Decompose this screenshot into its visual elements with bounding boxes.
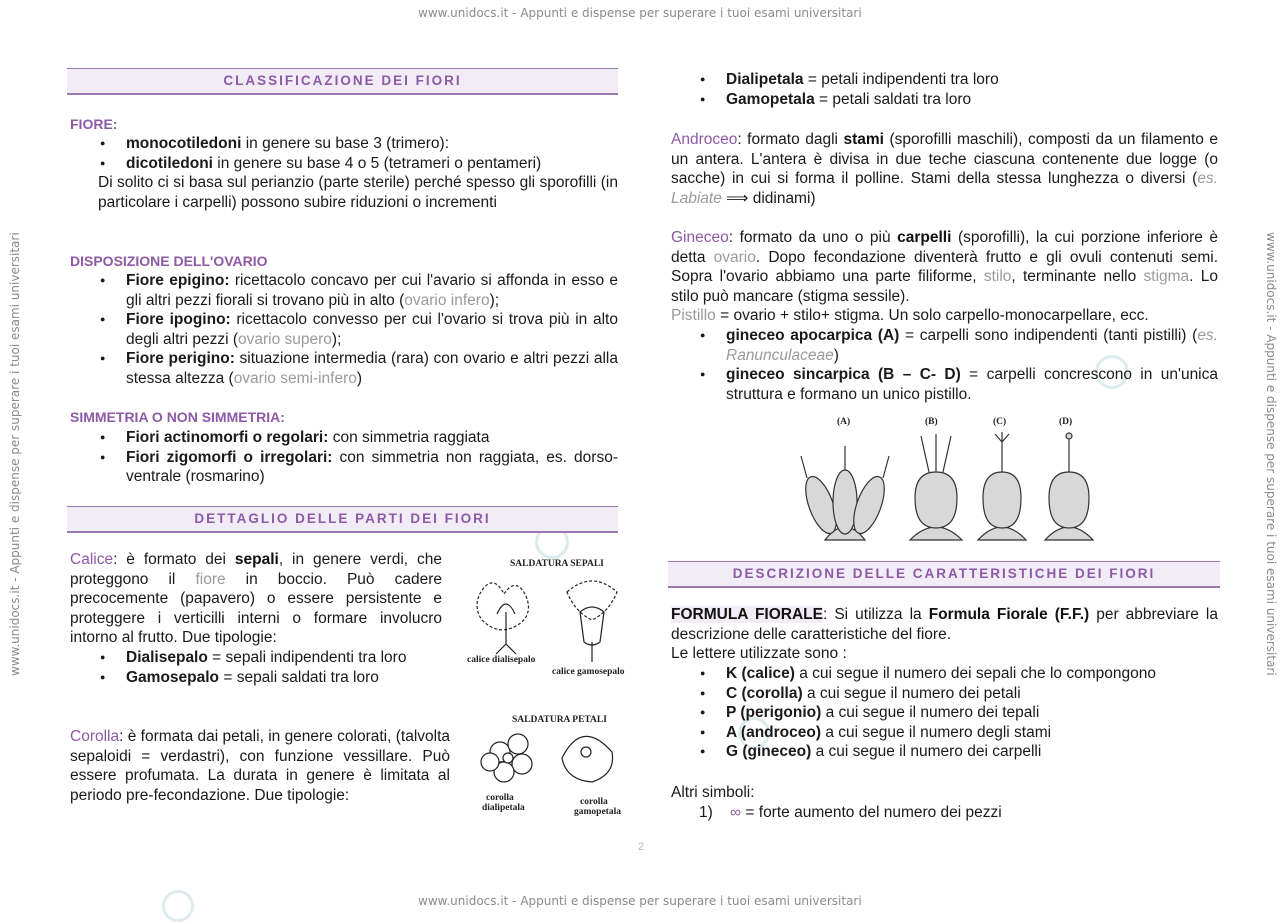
list-item: ● K (calice) a cui segue il numero dei sepali che lo compongono — [670, 664, 1218, 684]
list-item: ● A (androceo) a cui segue il numero degli stami — [670, 723, 1218, 743]
list-item: ● G (gineceo) a cui segue il numero dei carpelli — [670, 742, 1218, 762]
sepali-figure — [462, 552, 637, 682]
sepali-cap-2: calice gamosepalo — [552, 667, 625, 677]
section-header-descrizione: DESCRIZIONE DELLE CARATTERISTICHE DEI FIORI — [668, 561, 1220, 588]
list-item: ● gineceo sincarpica (B – C- D) = carpelli concrescono in un'unica struttura e formano un unico pistillo. — [670, 365, 1218, 404]
list-item: ● gineceo apocarpica (A) = carpelli sono indipendenti (tanti pistilli) (es. Ranunculaceae) — [670, 326, 1218, 365]
pistilli-label-b: (B) — [925, 417, 938, 427]
watermark-top: www.unidocs.it - Appunti e dispense per superare i tuoi esami universitari — [418, 6, 862, 20]
formula-list — [670, 664, 1218, 762]
pistilli-label-d: (D) — [1059, 417, 1073, 427]
section-header-dettaglio: DETTAGLIO DELLE PARTI DEI FIORI — [67, 506, 618, 533]
fiore-list — [70, 134, 618, 173]
altri-simboli-label: Altri simboli: — [671, 784, 755, 801]
petali-figure — [470, 710, 630, 820]
list-item: ● Dialipetala = petali indipendenti tra loro — [670, 70, 1218, 90]
list-item: ● Fiori zigomorfi o irregolari: con simmetria non raggiata, es. dorso-ventrale (rosmarino) — [70, 448, 618, 487]
list-item: ● Fiore epigino: ricettacolo concavo per cui l'avario si affonda in esso e gli altri pezzi fiorali si trovano più in alto (ovario infero); — [70, 271, 618, 310]
symbol-item: 1) ∞ = forte aumento del numero dei pezzi — [699, 804, 1002, 821]
watermark-bottom: www.unidocs.it - Appunti e dispense per superare i tuoi esami universitari — [418, 894, 862, 908]
simmetria-list — [70, 428, 618, 487]
ovario-heading: DISPOSIZIONE DELL'OVARIO — [70, 253, 268, 269]
ovario-list — [70, 271, 618, 389]
calice-list — [70, 648, 442, 687]
petali-cap-2b: gamopetala — [574, 807, 621, 817]
list-item: ● Fiore perigino: situazione intermedia (rara) con ovario e altri pezzi alla stessa altezza (ovario semi-infero) — [70, 349, 618, 388]
section-header-classificazione: CLASSIFICAZIONE DEI FIORI — [67, 68, 618, 95]
list-item: ● Dialisepalo = sepali indipendenti tra loro — [70, 648, 442, 668]
list-item: ● Gamopetala = petali saldati tra loro — [670, 90, 1218, 110]
list-item: ● P (perigonio) a cui segue il numero dei tepali — [670, 703, 1218, 723]
list-item: ● C (corolla) a cui segue il numero dei petali — [670, 684, 1218, 704]
page-number: 2 — [638, 841, 645, 853]
watermark-logo-icon — [162, 890, 194, 922]
petali-figure-title: SALDATURA PETALI — [512, 715, 607, 725]
corolla-paragraph: Corolla: è formata dai petali, in genere colorati, (talvolta sepaloidi = verdastri), con funzione vessillare. Può essere profumata. La durata in genere è limitata al periodo pre-fecondazione. Due tipologie: — [70, 728, 450, 804]
list-item: ● Fiori actinomorfi o regolari: con simmetria raggiata — [70, 428, 618, 448]
petali-cap-2a: corolla — [580, 797, 608, 807]
pistilli-figure — [795, 410, 1095, 542]
pistilli-label-c: (C) — [993, 417, 1007, 427]
watermark-right: www.unidocs.it - Appunti e dispense per superare i tuoi esami universitari — [1264, 232, 1278, 676]
formula-paragraph: FORMULA FIORALE: Si utilizza la Formula Fiorale (F.F.) per abbreviare la descrizione delle caratteristiche del fiore. Le lettere utilizzate sono : — [671, 606, 1218, 663]
list-item: ● Fiore ipogino: ricettacolo convesso per cui l'ovario si trova più in alto degli altri pezzi (ovario supero); — [70, 310, 618, 349]
fiore-paragraph: Di solito ci si basa sul perianzio (parte sterile) perché spesso gli sporofilli (in particolare i carpelli) possono subire riduzioni o incrementi — [98, 174, 618, 211]
list-item: ● Gamosepalo = sepali saldati tra loro — [70, 668, 442, 688]
list-item: ● dicotiledoni in genere su base 4 o 5 (tetrameri o pentameri) — [70, 154, 618, 174]
petali-cap-1b: dialipetala — [482, 803, 525, 813]
corolla-types-list — [670, 70, 1218, 109]
list-item: ● monocotiledoni in genere su base 3 (trimero): — [70, 134, 618, 154]
fiore-heading: FIORE: — [70, 116, 118, 132]
calice-paragraph: Calice: è formato dei sepali, in genere verdi, che proteggono il fiore in boccio. Può cadere precocemente (papavero) o essere persistente e proteggere i verticilli interni o formare involucro intorno al frutto. Due tipologie: — [70, 551, 443, 647]
sepali-figure-title: SALDATURA SEPALI — [510, 559, 604, 569]
watermark-left: www.unidocs.it - Appunti e dispense per superare i tuoi esami universitari — [8, 232, 22, 676]
gineceo-paragraph: Gineceo: formato da uno o più carpelli (sporofilli), la cui porzione inferiore è detta ovario. Dopo fecondazione diventerà frutto e gli ovuli contenuti semi. Sopra l'ovario abbiamo una parte filiforme, stilo, terminante nello stigma. Lo stilo può mancare (stigma sessile). Pistillo = ovario + stilo+ stigma. Un solo carpello-monocarpellare, ecc. — [671, 229, 1219, 325]
petali-cap-1a: corolla — [486, 793, 514, 803]
sepali-cap-1: calice dialisepalo — [467, 655, 536, 665]
pistilli-label-a: (A) — [837, 417, 851, 427]
simmetria-heading: SIMMETRIA O NON SIMMETRIA: — [70, 409, 285, 425]
androceo-paragraph: Androceo: formato dagli stami (sporofilli maschili), composti da un filamento e un antera. L'antera è divisa in due teche ciascuna contenente due logge (o sacche) in cui si forma il polline. Stami della stessa lunghezza o diversi (es. Labiate ⟹ didinami) — [671, 131, 1218, 207]
gineceo-list — [670, 326, 1218, 404]
